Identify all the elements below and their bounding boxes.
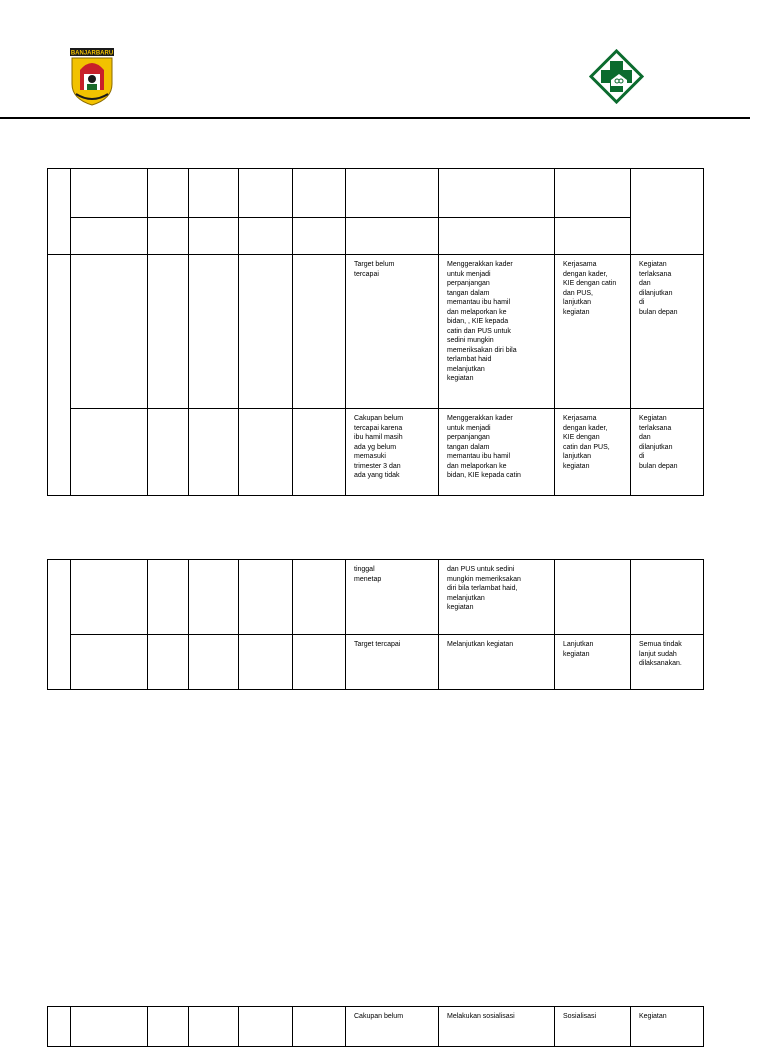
table-row (48, 409, 704, 496)
header-cell (555, 169, 631, 218)
header-cell (439, 218, 555, 255)
solution-cell: Melanjutkan kegiatan (439, 635, 555, 690)
table-cell (239, 635, 293, 690)
table-cell (239, 409, 293, 496)
table-cell (189, 635, 239, 690)
table-cell (71, 635, 148, 690)
table-cell (71, 560, 148, 635)
number-cell (48, 560, 71, 690)
problem-cell: Target belum tercapai (346, 255, 439, 409)
result-cell (631, 560, 704, 635)
table-cell (189, 255, 239, 409)
result-cell: Kegiatan terlaksana dan dilanjutkan di bulan depan (631, 255, 704, 409)
result-cell: Semua tindak lanjut sudah dilaksanakan. (631, 635, 704, 690)
followup-cell: Lanjutkan kegiatan (555, 635, 631, 690)
header-cell (71, 218, 148, 255)
table-cell (239, 560, 293, 635)
table-cell (293, 1007, 346, 1047)
banjarbaru-crest-logo (68, 46, 116, 106)
table-cell (189, 409, 239, 496)
header-cell (555, 218, 631, 255)
header-cell (148, 169, 189, 218)
table-cell (71, 1007, 148, 1047)
followup-cell: Sosialisasi (555, 1007, 631, 1047)
header-row (48, 169, 704, 218)
table-cell (189, 560, 239, 635)
solution-cell: Menggerakkan kader untuk menjadi perpanjangan tangan dalam memantau ibu hamil dan melaporkan ke bidan, KIE kepada catin (439, 409, 555, 496)
problem-cell: Target tercapai (346, 635, 439, 690)
table-row (48, 635, 704, 690)
table-cell (293, 635, 346, 690)
table-cell (293, 409, 346, 496)
header-cell (631, 169, 704, 255)
number-cell (48, 255, 71, 496)
puskesmas-logo (589, 49, 644, 104)
table-cell (71, 255, 148, 409)
number-header-cell (48, 169, 71, 255)
result-cell: Kegiatan (631, 1007, 704, 1047)
table-cell (148, 635, 189, 690)
table-cell (189, 1007, 239, 1047)
result-cell: Kegiatan terlaksana dan dilanjutkan di bulan depan (631, 409, 704, 496)
report-table-3 (47, 1006, 704, 1047)
header-divider (0, 117, 750, 119)
table-row (48, 560, 704, 635)
header-cell (189, 169, 239, 218)
header-cell (148, 218, 189, 255)
report-table-1 (47, 168, 704, 496)
problem-cell: Cakupan belum tercapai karena ibu hamil masih ada yg belum memasuki trimester 3 dan ada yang tidak (346, 409, 439, 496)
followup-cell: Kerjasama dengan kader, KIE dengan catin dan PUS, lanjutkan kegiatan (555, 255, 631, 409)
table-cell (239, 1007, 293, 1047)
header-row (48, 218, 704, 255)
table-cell (293, 560, 346, 635)
table-cell (148, 255, 189, 409)
table-cell (148, 560, 189, 635)
header-cell (346, 218, 439, 255)
header-cell (239, 169, 293, 218)
header-cell (346, 169, 439, 218)
solution-cell: Melakukan sosialisasi (439, 1007, 555, 1047)
table-cell (148, 1007, 189, 1047)
table-cell (148, 409, 189, 496)
report-table-2 (47, 559, 704, 690)
header-cell (71, 169, 148, 218)
header-cell (293, 169, 346, 218)
table-cell (239, 255, 293, 409)
solution-cell: dan PUS untuk sedini mungkin memeriksakan diri bila terlambat haid, melanjutkan kegiatan (439, 560, 555, 635)
table-row (48, 1007, 704, 1047)
header-cell (189, 218, 239, 255)
header-cell (439, 169, 555, 218)
problem-cell: tinggal menetap (346, 560, 439, 635)
solution-cell: Menggerakkan kader untuk menjadi perpanjangan tangan dalam memantau ibu hamil dan melaporkan ke bidan, , KIE kepada catin dan PUS untuk sedini mungkin memeriksakan diri bila terlambat haid melanjutkan kegiatan (439, 255, 555, 409)
table-row (48, 255, 704, 409)
header-cell (293, 218, 346, 255)
followup-cell: Kerjasama dengan kader, KIE dengan catin dan PUS, lanjutkan kegiatan (555, 409, 631, 496)
header-cell (239, 218, 293, 255)
problem-cell: Cakupan belum (346, 1007, 439, 1047)
table-cell (293, 255, 346, 409)
table-cell (71, 409, 148, 496)
followup-cell (555, 560, 631, 635)
svg-text:BANJARBARU: BANJARBARU (70, 50, 114, 57)
number-cell (48, 1007, 71, 1047)
